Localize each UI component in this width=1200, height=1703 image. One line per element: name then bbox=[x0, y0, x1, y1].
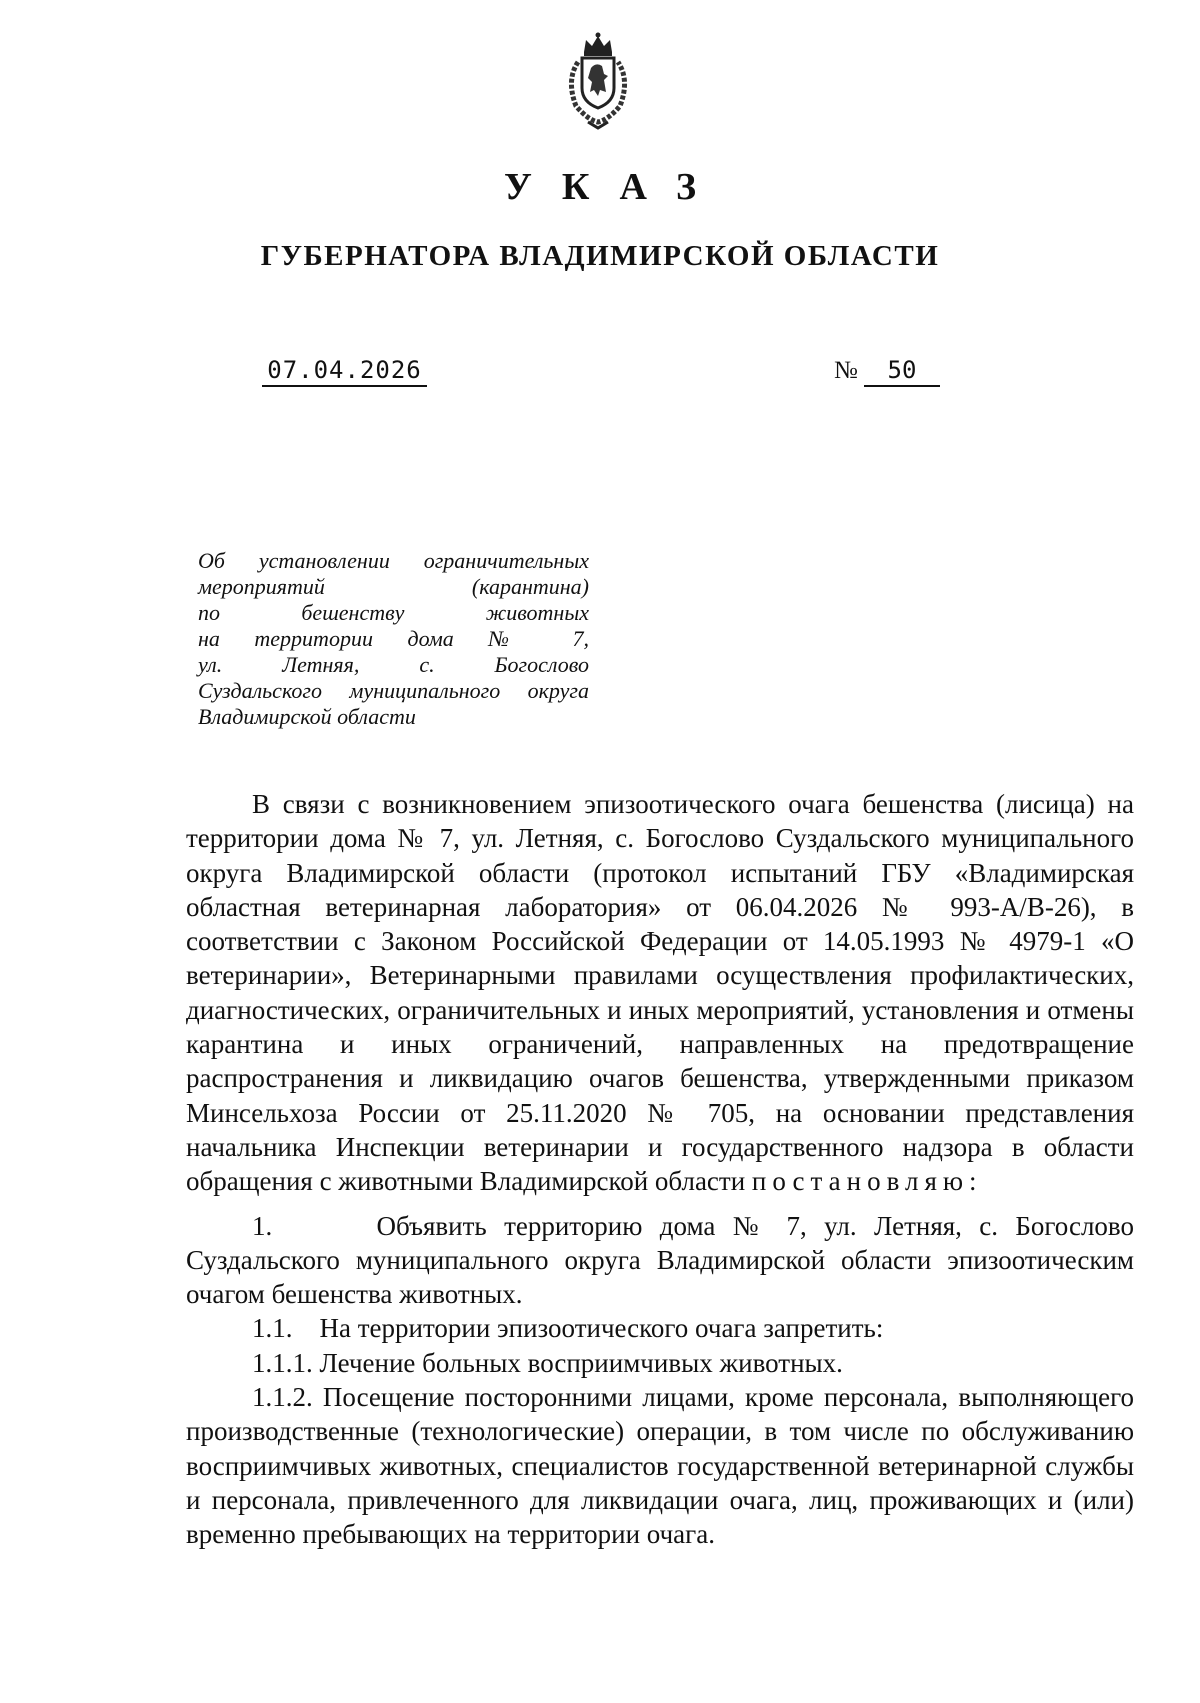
heading-line: мероприятий (карантина) bbox=[198, 574, 589, 599]
decree-word: постановляю: bbox=[751, 1166, 983, 1197]
heading-line: Владимирской области bbox=[198, 704, 416, 729]
coat-of-arms-icon bbox=[548, 30, 648, 130]
decree-number: 50 bbox=[887, 356, 917, 384]
decree-heading bbox=[198, 548, 589, 730]
heading-line: на территории дома № 7, bbox=[198, 626, 589, 651]
heading-line: Суздальского муниципального округа bbox=[198, 678, 589, 703]
decree-date-field bbox=[262, 355, 427, 387]
item-1-1: 1.1. На территории эпизоотического очага запретить: bbox=[252, 1313, 884, 1344]
decree-number-field bbox=[864, 355, 940, 387]
number-label: № bbox=[834, 357, 858, 384]
item-1-1-1: 1.1.1. Лечение больных восприимчивых животных. bbox=[252, 1347, 843, 1378]
item-1-1-2: 1.1.2. Посещение посторонними лицами, кроме персонала, выполняющего производственные (технологические) операции, в том числе по обслуживанию восприимчивых животных, специалистов государственной ветеринарной службы и персонала, привлеченного для ликвидации очага, лиц, проживающих и (или) временно пребывающих на территории очага. bbox=[186, 1382, 1134, 1550]
heading-line: по бешенству животных bbox=[198, 600, 589, 625]
document-subtitle: ГУБЕРНАТОРА ВЛАДИМИРСКОЙ ОБЛАСТИ bbox=[260, 240, 940, 272]
preamble-paragraph bbox=[186, 787, 1134, 1199]
item-1: 1. Объявить территорию дома № 7, ул. Летняя, с. Богослово Суздальского муниципального округа Владимирской области эпизоотическим очагом бешенства животных. bbox=[186, 1210, 1141, 1310]
heading-line: Об установлении ограничительных bbox=[198, 548, 589, 573]
preamble-text: В связи с возникновением эпизоотического очага бешенства (лисица) на территории дома № 7, ул. Летняя, с. Богослово Суздальского муниципального округа Владимирской области (протокол испытаний ГБУ «Владимирская областная ветеринарная лаборатория» от 06.04.2026 № 993-А/В-26), в соответствии с Законом Российской Федерации от 14.05.1993 № 4979-1 «О ветеринарии», Ветеринарными правилами осуществления профилактических, диагностических, ограничительных и иных мероприятий, установления и отмены карантина и иных ограничений, направленных на предотвращение распространения и ликвидацию очагов бешенства, утвержденными приказом Минсельхоза России от 25.11.2020 № 705, на основании представления начальника Инспекции ветеринарии и государственного надзора в области обращения с животными Владимирской области bbox=[186, 789, 1134, 1197]
decree-body bbox=[186, 787, 1141, 1552]
heading-line: ул. Летняя, с. Богослово bbox=[198, 652, 589, 677]
document-title: УКАЗ bbox=[504, 166, 726, 208]
decree-date: 07.04.2026 bbox=[267, 356, 422, 384]
